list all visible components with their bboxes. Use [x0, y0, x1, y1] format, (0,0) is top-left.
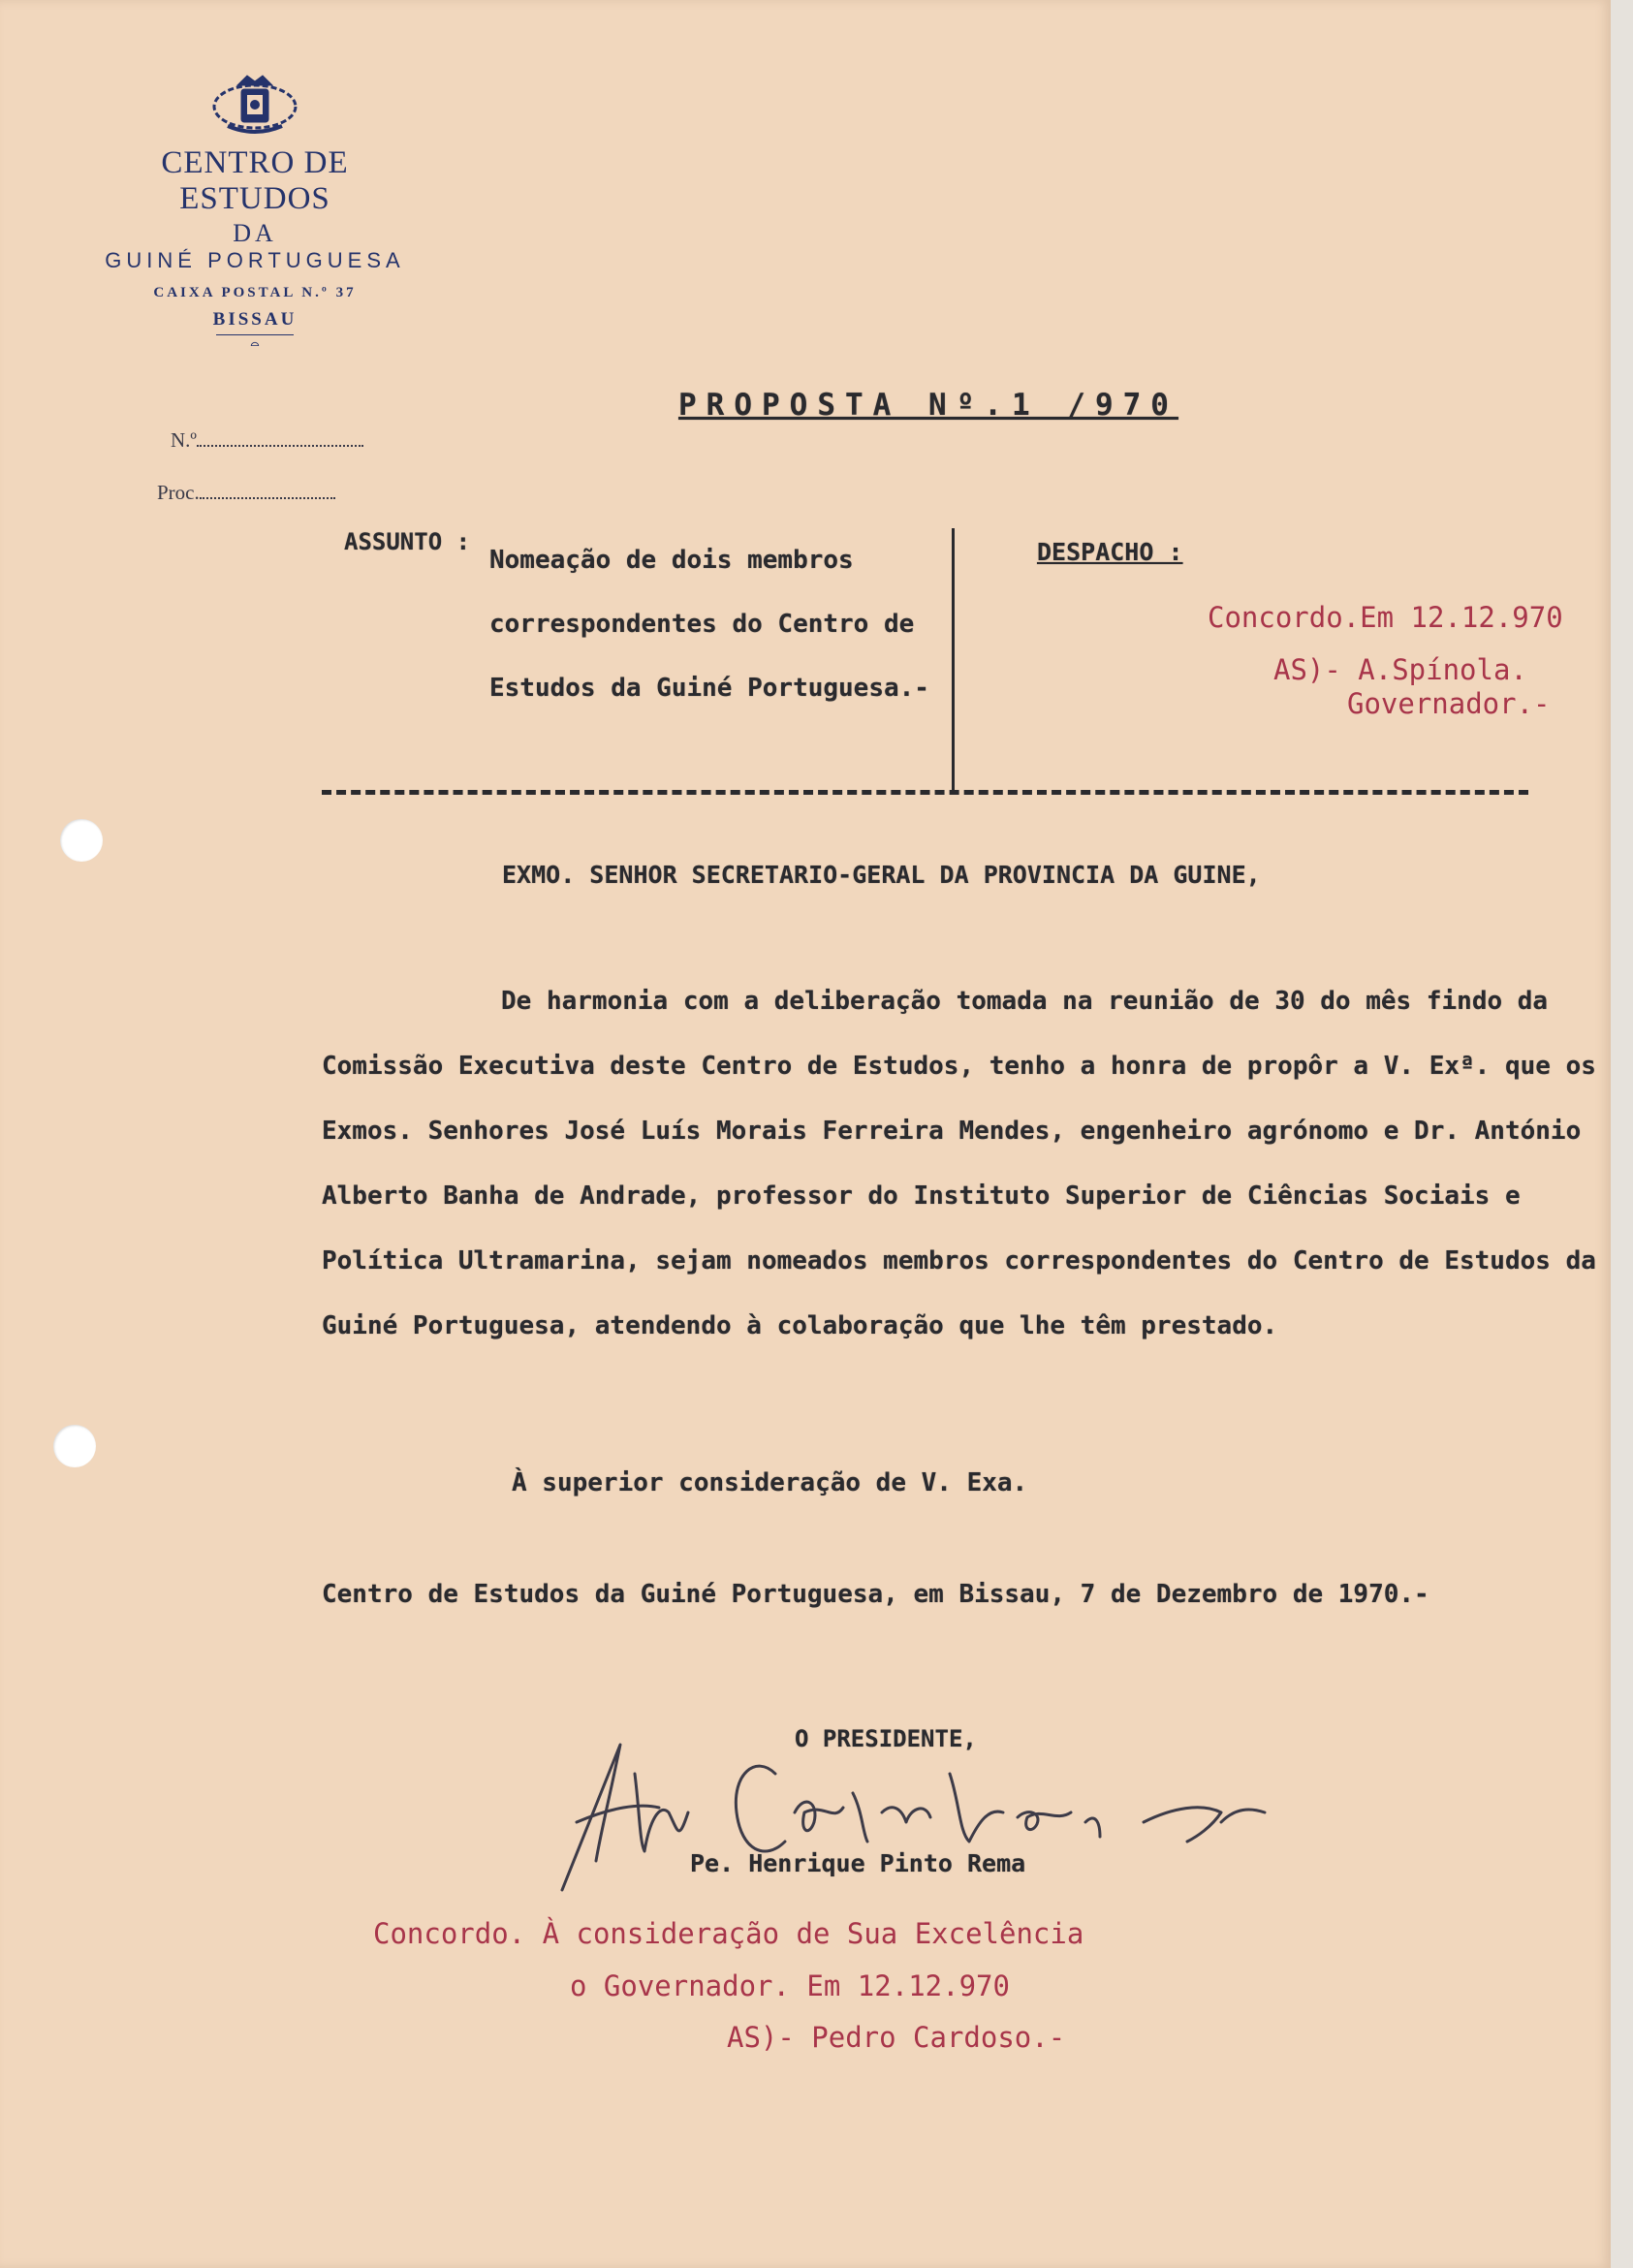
body-paragraph: De harmonia com a deliberação tomada na reunião de 30 do mês findo da Comissão Executiva deste Centro de Estudos, tenho a honra de propôr a V. Exª. que os Exmos. Senhores José Luís Morais Ferreira Mendes, engenheiro agrónomo e Dr. António Alberto Banha de Andrade, professor do Instituto Superior de Ciências Sociais e Política Ultramarina, sejam nomeados membros correspondentes do Centro de Estudos da Guiné Portuguesa, atendendo à colaboração que lhe têm prestado.	[322, 987, 1596, 1340]
despacho-line-3: Governador.-	[1347, 687, 1551, 720]
assunto-label: ASSUNTO :	[344, 528, 471, 555]
concordo-line-2: o Governador. Em 12.12.970	[570, 1969, 1010, 2002]
addressee: EXMO. SENHOR SECRETARIO-GERAL DA PROVINCIA DA GUINE,	[502, 861, 1261, 889]
number-dotted-line	[197, 445, 363, 447]
dateline: Centro de Estudos da Guiné Portuguesa, em Bissau, 7 de Dezembro de 1970.-	[322, 1580, 1429, 1609]
letterhead-postal-box: CAIXA POSTAL N.º 37	[153, 285, 357, 300]
president-title: O PRESIDENTE,	[795, 1725, 977, 1752]
punch-hole-top	[60, 819, 103, 862]
proc-label: Proc.	[157, 481, 200, 504]
despacho-line-2: AS)- A.Spínola.	[1273, 653, 1527, 686]
proc-dotted-line	[200, 497, 335, 499]
coat-of-arms-emblem	[208, 68, 301, 140]
letterhead-title: CENTRO DE ESTUDOS	[161, 145, 349, 216]
header-bottom-rule	[322, 790, 1528, 795]
header-column-divider	[952, 528, 955, 790]
concordo-line-3: AS)- Pedro Cardoso.-	[727, 2021, 1066, 2054]
handwritten-signature	[543, 1716, 1299, 1909]
concordo-line-1: Concordo. À consideração de Sua Excelência	[373, 1917, 1084, 1950]
number-field	[171, 428, 363, 453]
letterhead-subtitle: GUINÉ PORTUGUESA	[105, 248, 405, 272]
letterhead-ornament-icon: ⌓	[250, 337, 260, 353]
body-text	[322, 969, 1611, 1359]
assunto-text: Nomeação de dois membros correspondentes do Centro de Estudos da Guiné Portuguesa.-	[489, 546, 929, 703]
letterhead-city: BISSAU	[212, 309, 298, 330]
despacho-line-1: Concordo.Em 12.12.970	[1208, 601, 1563, 634]
proc-field	[157, 481, 335, 505]
number-label: N.º	[171, 428, 197, 452]
letterhead-da: DA	[233, 219, 277, 247]
document-title: PROPOSTA Nº.1 /970	[678, 388, 1178, 423]
letterhead	[85, 68, 424, 353]
despacho-label: DESPACHO :	[1037, 538, 1183, 566]
signatory-name: Pe. Henrique Pinto Rema	[690, 1849, 1026, 1877]
punch-hole-bottom	[53, 1425, 96, 1467]
closing-line: À superior consideração de V. Exa.	[512, 1468, 1028, 1497]
letterhead-rule	[216, 334, 294, 335]
